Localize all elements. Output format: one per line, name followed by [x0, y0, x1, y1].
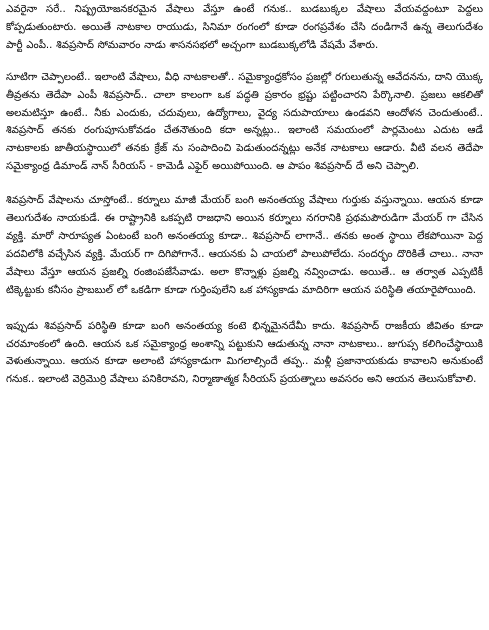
paragraph-2: సూటిగా చెప్పాలంటే.. ఇలాంటి వేషాలు, వీధి నాటకాలతో.. సమైక్యాంధ్రకోసం ప్రజల్లో రగులుతున్న ఆవేదనను, దాని యొక్క తీవ్రతను తెదేపా ఎంపీ శివప్రసాద్.. చాలా కాలంగా ఒక పద్ధతి ప్రకారం భ్రష్టు పట్టించారని పేర్కొనాలి. ప్రజలు ఆకలితో అలమటిస్తూ ఉంటే.. నీకు ఎందుకు, చదువులు, ఉద్యోగాలు, వైద్య సదుపాయాలు ఉండవని ఆందోళన చెందుతుంటే.. శివప్రసాద్ తనకు రంగుపూసుకోవడం చేతనౌతుంది కదా అన్నట్లు.. ఇలాంటి సమయంలో పార్లమెంటు ఎదుట ఆడే నాటకాలకు జాతీయస్థాయిలో తనకు క్రేజ్ ను సంపాదించి పెడుతుందన్నట్లు అనేక నాటకాలు ఆడారు. వీటి వలన తెదేపా సమైక్యాంధ్ర డిమాండ్ నాన్ సీరియస్ - కామెడీ ఎఫైర్ అయిపోయింది. ఆ పాపం శివప్రసాద్ దే అని చెప్పాలి. [6, 71, 483, 173]
paragraph-gap [6, 176, 483, 192]
paragraph-3: శివప్రసాద్ వేషాలను చూస్తోంటే.. కర్నూలు మాజీ మేయర్ బంగి అనంతయ్య వేషాలు గుర్తుకు వస్తున్నాయి. ఆయన కూడా తెలుగుదేశం నాయకుడే. ఈ రాష్ట్రానికి ఒకప్పటి రాజధాని అయిన కర్నూలు నగరానికి ప్రథమపౌరుడిగా మేయర్ గా చేసిన వ్యక్తి. మారో సారూప్యత ఏంటంటే బంగి అనంతయ్య కూడా.. శివప్రసాద్ లాగానే.. తనకు అంత స్థాయి లేకపోయినా పెద్ద పదవిలోకి వచ్చేసిన వ్యక్తి. మేయర్ గా దిగిపోగానే.. ఆయనకు ఏ చాయలో పాలుపోలేదు. సందర్భం దొరికితే చాలు.. నానా వేషాలు వేస్తూ ఆయన ప్రజల్ని రంజింపజేసేవాడు. అలా కొన్నాళ్లు ప్రజల్ని నవ్వించాడు. అయితే.. ఆ తర్వాత ఎప్పటికీ టిక్కెట్టుకు కనీసం ప్రాబబుల్ లో ఒకడిగా కూడా గుర్తింపులేని ఒక హాస్యకాడు మాదిరిగా ఆయన పరిస్థితి తయారైపోయింది. [6, 195, 483, 296]
paragraph-gap [6, 300, 483, 318]
paragraph-4: ఇప్పుడు శివప్రసాద్ పరిస్థితి కూడా బంగి అనంతయ్య కంటె భిన్నమైనదేమీ కాదు. శివప్రసాద్ రాజకీయ జీవితం కూడా చరమాంకంలో ఉంది. ఆయన ఒక సమైక్యాంధ్ర అంశాన్ని పట్టుకుని ఆడుతున్న నానా నాటకాలు.. జుగుప్స కలిగించేస్థాయికి వెళుతున్నాయి. ఆయన కూడా అలాంటి హాస్యకాడుగా మిగలాల్సిందే తప్ప.. మళ్లీ ప్రజానాయకుడు కావాలని అనుకుంటే గనుక.. ఇలాంటి వెర్రిమొర్రి వేషాలు పనికిరావని, నిర్మాణాత్మక సీరియస్ ప్రయత్నాలు అవసరం అని ఆయన తెలుసుకోవాలి. [6, 320, 483, 386]
paragraph-gap [6, 55, 483, 69]
paragraph-1: ఎవరైనా సరే.. నిష్ప్రయోజనకరమైన వేషాలు వేస్తూ ఉంటే గనుక.. బుడబుక్కల వేషాలు వేయవద్దంటూ పెద్దలు కోప్పడుతుంటారు. అయితే నాటకాల రాయుడు, సినిమా రంగంలో కూడా రంగప్రవేశం చేసి దండిగానే ఉన్న తెలుగుదేశం పార్టీ ఎంపీ.. శివప్రసాద్ సోమవారం నాడు శాసనసభలో అచ్చంగా బుడబుక్కలోడి వేషమే వేశారు. [6, 4, 483, 51]
